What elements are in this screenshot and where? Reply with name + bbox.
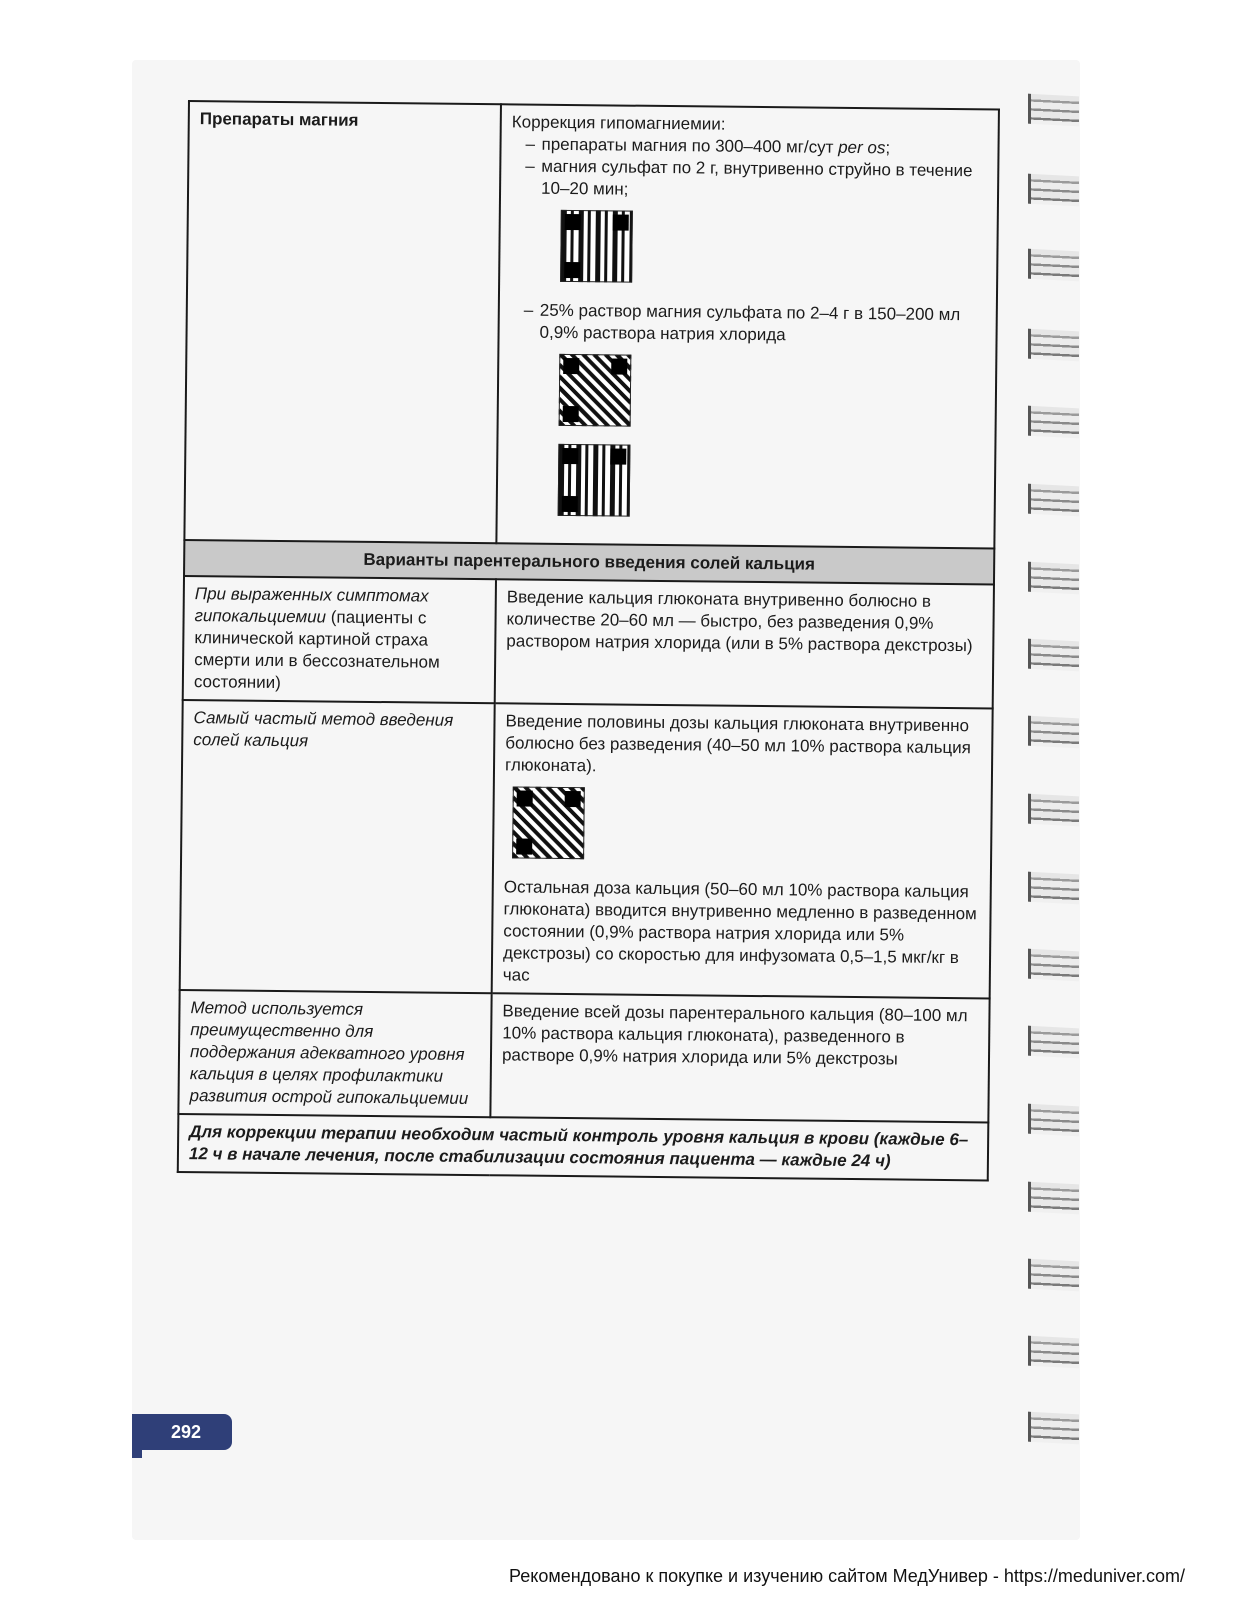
severe-symptoms-detail: (пациенты с клинической картиной страха смерти или в бессознательном состоянии) — [193, 607, 440, 693]
magnesium-label: Препараты магния — [184, 101, 501, 543]
full-dose-cell: Введение всей дозы парентерального кальция (80–100 мл 10% раствора кальция глюконата), разведенного в растворе 0,9% натрия хлорида или 5% декстрозы — [490, 993, 989, 1122]
list-item-end: ; — [885, 138, 891, 158]
common-method-cell: Самый частый метод введения солей кальция — [180, 700, 495, 993]
spiral-ring — [1028, 329, 1079, 362]
spiral-binding — [1028, 95, 1078, 1475]
severe-symptoms-cell — [183, 576, 496, 703]
table-row — [184, 101, 999, 548]
spiral-ring — [1028, 94, 1079, 127]
spiral-ring — [1028, 1259, 1079, 1292]
table-row — [178, 990, 989, 1122]
spiral-ring — [1028, 1336, 1079, 1369]
treatment-table — [177, 100, 1000, 1181]
half-dose-text: Введение половины дозы кальция глюконата внутривенно болюсно без разведения (40–50 мл 10% раствора кальция глюконата). — [504, 711, 972, 776]
maintenance-method-cell: Метод используется преимущественно для поддержания адекватного уровня кальция в целях профилактики развития острой гипокальциемии — [178, 990, 491, 1117]
list-item-text: препараты магния по 300–400 мг/сут — [541, 134, 839, 157]
monitoring-note: Для коррекции терапии необходим частый контроль уровня кальция в крови (каждые 6–12 ч в начале лечения, после стабилизации состояния пациента — каждые 24 ч) — [178, 1114, 989, 1180]
dosing-list — [508, 133, 988, 520]
list-item — [524, 156, 987, 287]
list-item — [522, 300, 986, 521]
page-number: 292 — [140, 1414, 232, 1450]
half-dose-cell — [492, 703, 993, 998]
remaining-dose-text: Остальная доза кальция (50–60 мл 10% раствора кальция глюконата) вводится внутривенно медленно в разведенном состоянии (0,9% раствора натрия хлорида или 5% декстрозы) со скоростью для инфузомата 0,5–1,5 мкг/кг в час — [502, 877, 977, 985]
table-row — [178, 1114, 989, 1180]
table-row — [183, 576, 994, 708]
spiral-ring — [1028, 174, 1079, 207]
spiral-ring — [1028, 716, 1079, 749]
spiral-ring — [1028, 949, 1079, 982]
spiral-ring — [1028, 1412, 1079, 1445]
severe-symptoms-label: При выраженных симптомах гипокальциемии — [194, 584, 429, 627]
qr-code-icon[interactable] — [512, 786, 585, 859]
spiral-ring — [1028, 484, 1079, 517]
bolus-cell: Введение кальция глюконата внутривенно болюсно в количестве 20–60 мл — быстро, без разведения 0,9% раствором натрия хлорида (или в 5% раствора декстрозы) — [495, 579, 994, 708]
table-row — [180, 700, 993, 998]
spiral-ring — [1028, 1182, 1079, 1215]
list-item-latin: per os — [838, 137, 886, 158]
qr-code-icon[interactable] — [559, 354, 632, 427]
spiral-ring — [1028, 872, 1079, 905]
list-item-text: 25% раствор магния сульфата по 2–4 г в 150–200 мл 0,9% раствора натрия хлорида — [539, 300, 961, 345]
list-item-text: магния сульфат по 2 г, внутривенно струйно в течение 10–20 мин; — [540, 156, 973, 199]
qr-code-icon[interactable] — [560, 210, 633, 283]
spiral-ring — [1028, 562, 1079, 595]
watermark-text: Рекомендовано к покупке и изучению сайтом МедУнивер - https://meduniver.com/ — [509, 1566, 1185, 1586]
correction-intro: Коррекция гипомагниемии: — [511, 112, 726, 134]
spiral-ring — [1028, 406, 1079, 439]
section-header: Варианты парентерального введения солей кальция — [184, 540, 994, 584]
spiral-ring — [1028, 794, 1079, 827]
spiral-ring — [1028, 1104, 1079, 1137]
spiral-ring — [1028, 639, 1079, 672]
magnesium-correction-cell — [496, 104, 999, 548]
spiral-ring — [1028, 1026, 1079, 1059]
spiral-ring — [1028, 249, 1079, 282]
qr-code-icon[interactable] — [558, 444, 631, 517]
